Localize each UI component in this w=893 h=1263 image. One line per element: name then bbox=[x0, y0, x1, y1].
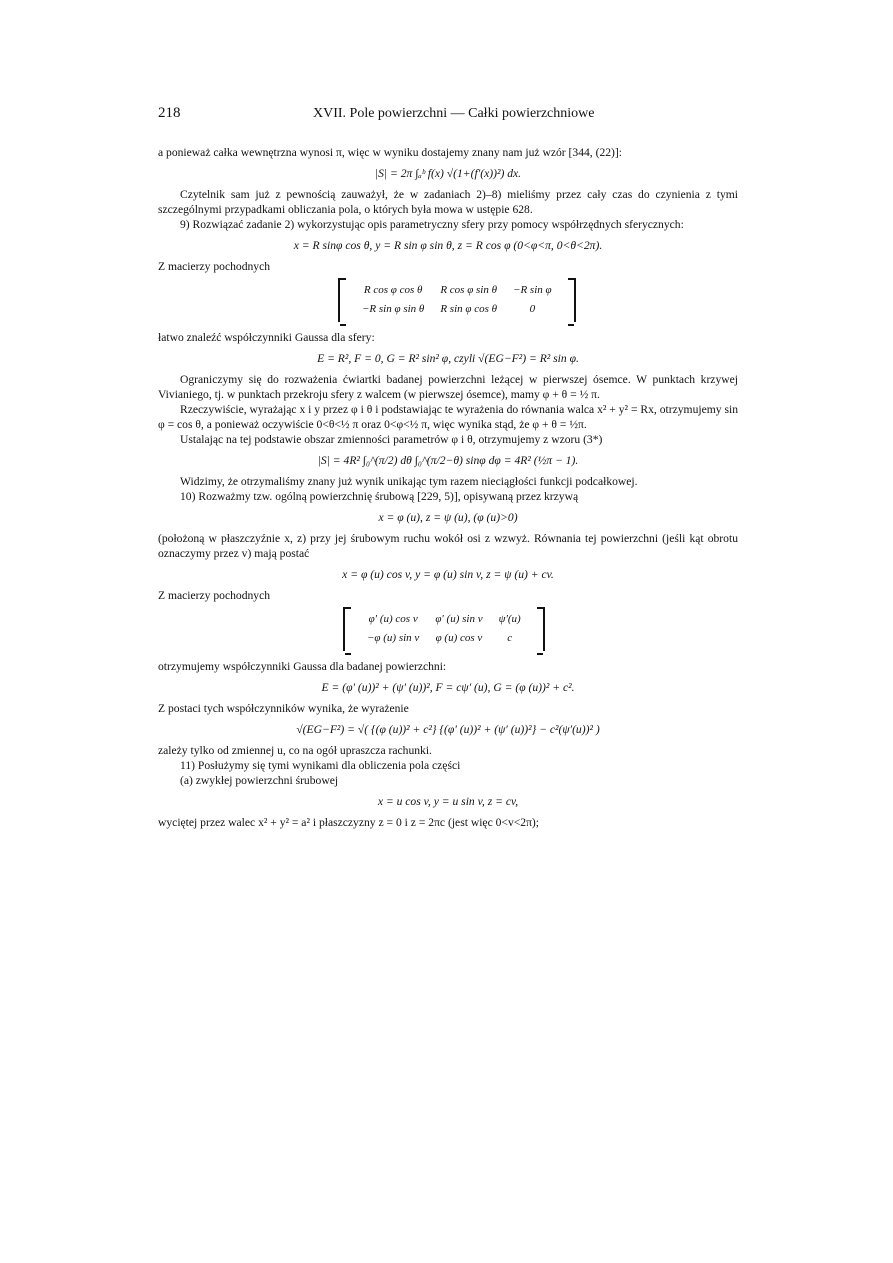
matrix-cell: φ′ (u) cos v bbox=[368, 613, 418, 625]
derivative-matrix-row bbox=[158, 278, 738, 322]
page-number: 218 bbox=[158, 105, 181, 121]
matrix-cell: φ (u) cos v bbox=[435, 632, 483, 644]
matrix-cell: R cos φ cos θ bbox=[363, 284, 423, 296]
equation: |S| = 4R² ∫₀^(π/2) dθ ∫₀^(π/2−θ) sinφ dφ = 4R² (½π − 1). bbox=[317, 454, 579, 467]
derivative-matrix bbox=[343, 607, 545, 651]
equation: |S| = 2π ∫ₐᵇ f(x) √(1+(f′(x))²) dx. bbox=[374, 167, 522, 180]
paragraph: wyciętej przez walec x² + y² = a² i płaszczyzny z = 0 i z = 2πc (jest więc 0<v<2π); bbox=[158, 816, 540, 829]
equation: E = R², F = 0, G = R² sin² φ, czyli √(EG−F²) = R² sin φ. bbox=[317, 352, 579, 365]
matrix-cell: −R sin φ bbox=[513, 284, 552, 296]
equation: E = (φ′ (u))² + (ψ′ (u))², F = cψ′ (u), G = (φ (u))² + c². bbox=[321, 681, 575, 694]
paragraph: Widzimy, że otrzymaliśmy znany już wynik unikając tym razem nieciągłości funkcji podcałkowej. bbox=[180, 475, 638, 488]
equation: √(EG−F²) = √( {(φ (u))² + c²} {(φ′ (u))² + (ψ′ (u))²} − c²(ψ′(u))² ) bbox=[296, 723, 600, 736]
paragraph: a ponieważ całka wewnętrzna wynosi π, więc w wyniku dostajemy znany nam już wzór [344, (22)]: bbox=[158, 146, 622, 159]
paragraph: Czytelnik sam już z pewnością zauważył, że w zadaniach 2)–8) mieliśmy przez cały czas do czynienia z tymi szczególnymi przypadkami obliczania pola, o których była mowa w ustępie 628. bbox=[158, 188, 738, 216]
matrix-cell: ψ′(u) bbox=[498, 613, 521, 625]
paragraph: (a) zwykłej powierzchni śrubowej bbox=[180, 774, 339, 787]
paragraph: (położoną w płaszczyźnie x, z) przy jej śrubowym ruchu wokół osi z wzwyż. Równania tej powierzchni (jeśli kąt obrotu oznaczymy przez v) mają postać bbox=[158, 532, 738, 560]
page-header bbox=[158, 105, 738, 127]
paragraph: 9) Rozwiązać zadanie 2) wykorzystując opis parametryczny sfery przy pomocy współrzędnych sferycznych: bbox=[180, 218, 684, 231]
equation: x = φ (u), z = ψ (u), (φ (u)>0) bbox=[378, 511, 518, 524]
paragraph: 11) Posłużymy się tymi wynikami dla obliczenia pola części bbox=[180, 759, 461, 772]
paragraph: łatwo znaleźć współczynniki Gaussa dla sfery: bbox=[158, 331, 375, 344]
paragraph: Z postaci tych współczynników wynika, że wyrażenie bbox=[158, 702, 409, 715]
paragraph: Ograniczymy się do rozważenia ćwiartki badanej powierzchni leżącej w pierwszej ósemce. W punktach krzywej Vivianiego, tj. w punktach przekroju sfery z walcem (w pierwszej ósemce), mamy φ + θ = ½ π. bbox=[158, 373, 738, 401]
matrix-cell: c bbox=[507, 632, 513, 644]
derivative-matrix-row bbox=[158, 607, 738, 651]
paragraph: 10) Rozważmy tzw. ogólną powierzchnię śrubową [229, 5)], opisywaną przez krzywą bbox=[180, 490, 579, 503]
equation: x = u cos v, y = u sin v, z = cv, bbox=[377, 795, 519, 808]
matrix-cell: φ′ (u) sin v bbox=[435, 613, 483, 625]
paragraph: Rzeczywiście, wyrażając x i y przez φ i θ i podstawiając te wyrażenia do równania walca x² + y² = Rx, otrzymujemy sin φ = cos θ, a ponieważ oczywiście 0<θ<½ π oraz 0<φ<½ π, więc wynika stąd, że φ + θ = ½π. bbox=[158, 403, 738, 431]
paragraph: zależy tylko od zmiennej u, co na ogół upraszcza rachunki. bbox=[158, 744, 432, 757]
running-title: XVII. Pole powierzchni — Całki powierzchniowe bbox=[313, 106, 595, 121]
equation: x = R sinφ cos θ, y = R sin φ sin θ, z = R cos φ (0<φ<π, 0<θ<2π). bbox=[293, 239, 603, 252]
matrix-cell: R cos φ sin θ bbox=[440, 284, 498, 296]
paragraph: Z macierzy pochodnych bbox=[158, 589, 271, 602]
derivative-matrix bbox=[338, 278, 576, 322]
paragraph: Z macierzy pochodnych bbox=[158, 260, 271, 273]
paragraph: otrzymujemy współczynniki Gaussa dla badanej powierzchni: bbox=[158, 660, 447, 673]
matrix-cell: −φ (u) sin v bbox=[367, 632, 420, 644]
paragraph: Ustalając na tej podstawie obszar zmienności parametrów φ i θ, otrzymujemy z wzoru (3*) bbox=[180, 433, 603, 446]
matrix-cell: 0 bbox=[529, 303, 536, 315]
matrix-cell: −R sin φ sin θ bbox=[362, 303, 425, 315]
equation: x = φ (u) cos v, y = φ (u) sin v, z = ψ (u) + cv. bbox=[342, 568, 554, 581]
matrix-cell: R sin φ cos θ bbox=[440, 303, 498, 315]
page-body bbox=[158, 145, 738, 830]
